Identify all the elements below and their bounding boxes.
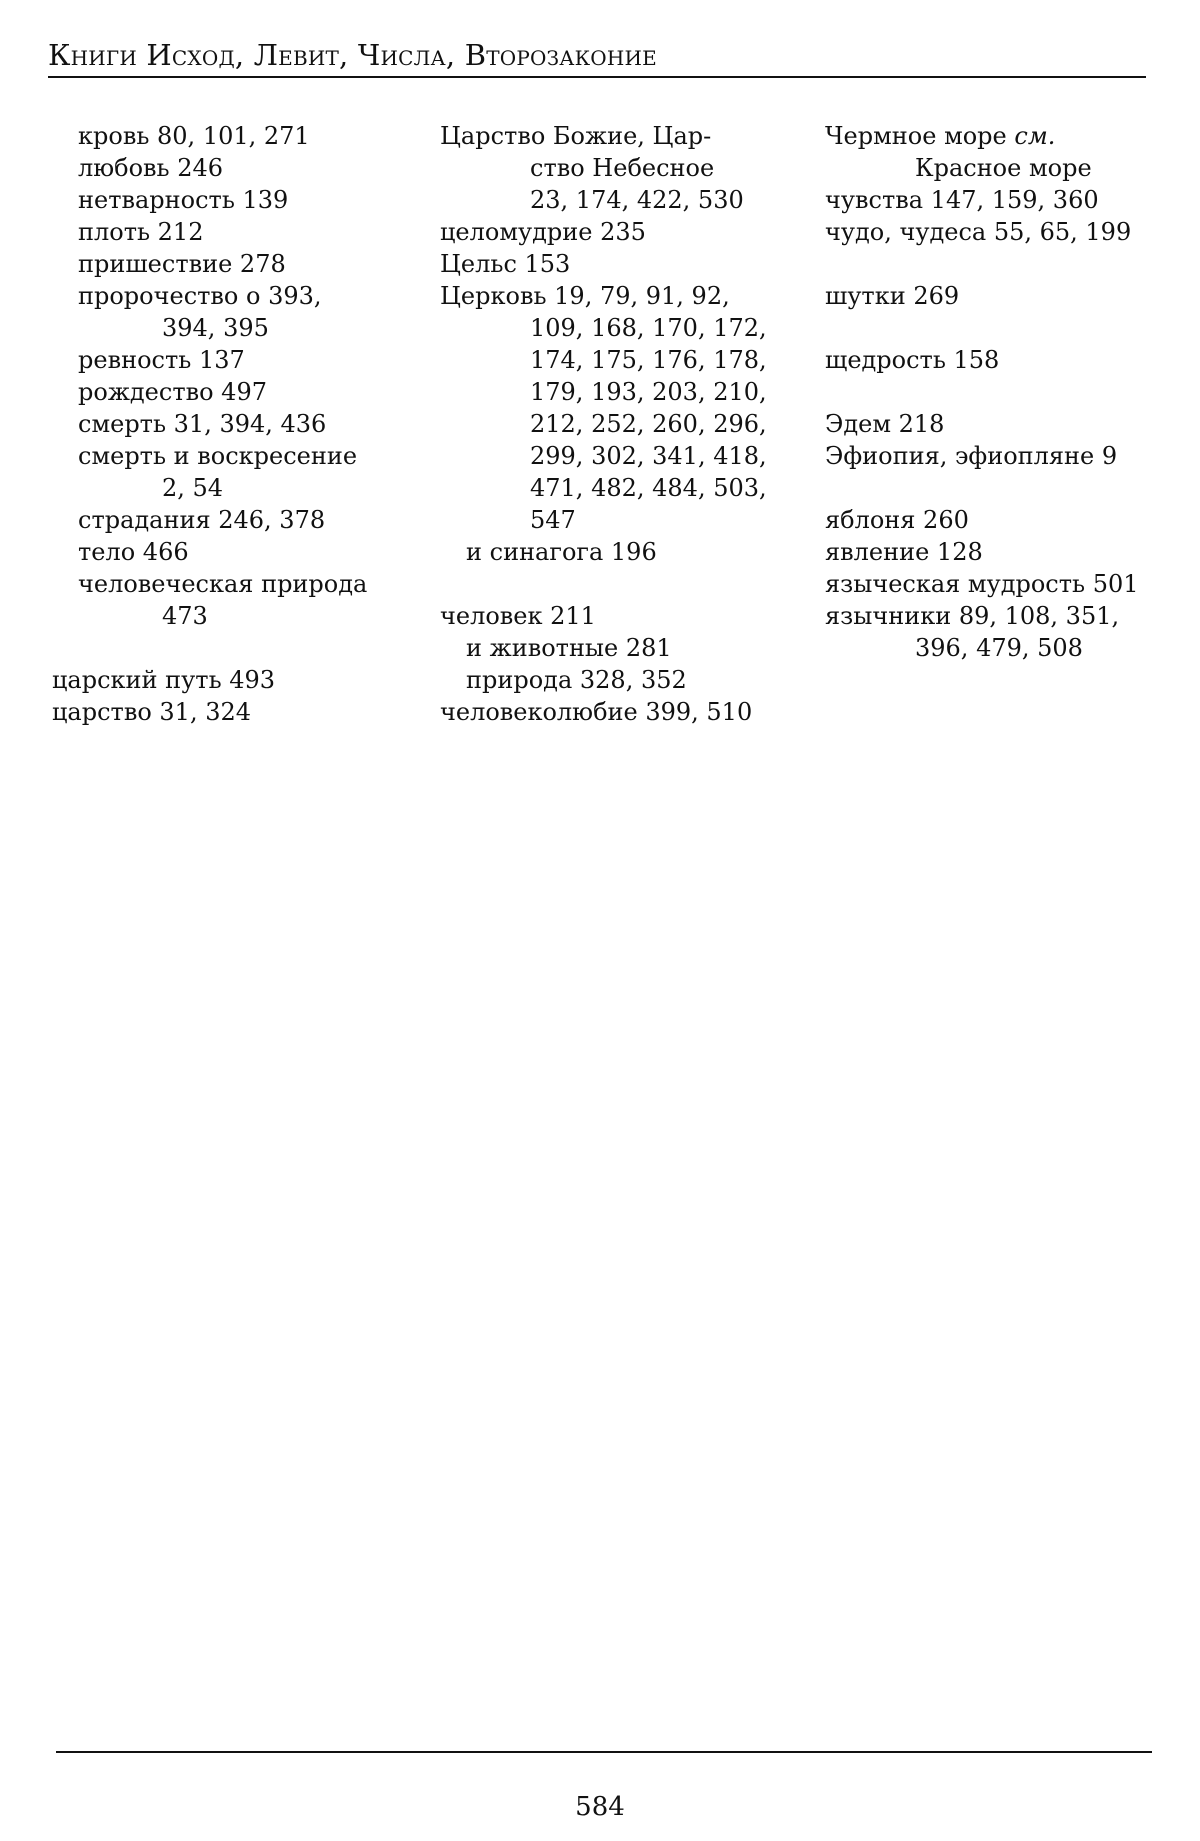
- index-entry-text: 174, 175, 176, 178,: [530, 346, 767, 374]
- index-entry-text: Эдем 218: [825, 410, 945, 438]
- index-entry: [52, 184, 412, 216]
- index-entry-text: 394, 395: [162, 314, 269, 342]
- index-entry-text: 471, 482, 484, 503,: [530, 474, 767, 502]
- index-entry-text: нетварность 139: [78, 186, 289, 214]
- footer-rule: [56, 1751, 1152, 1753]
- index-spacer: [440, 568, 800, 600]
- index-entry-text: смерть и воскресение: [78, 442, 358, 470]
- index-entry-text: царство 31, 324: [52, 698, 252, 726]
- index-entry: [440, 280, 800, 312]
- index-entry: [440, 120, 800, 152]
- index-entry-text: пришествие 278: [78, 250, 286, 278]
- index-entry-text: 109, 168, 170, 172,: [530, 314, 767, 342]
- index-entry: [52, 280, 412, 312]
- index-entry-text: человек 211: [440, 602, 596, 630]
- index-entry: [52, 504, 412, 536]
- index-entry: [52, 120, 412, 152]
- index-entry-text: языческая мудрость 501: [825, 570, 1139, 598]
- index-entry: [825, 344, 1155, 376]
- index-entry-text: яблоня 260: [825, 506, 969, 534]
- index-entry: [440, 152, 800, 184]
- index-entry: [825, 152, 1155, 184]
- index-entry-text: плоть 212: [78, 218, 204, 246]
- index-column-1: [52, 120, 412, 728]
- index-entry-text: 396, 479, 508: [915, 634, 1083, 662]
- index-entry: [440, 312, 800, 344]
- index-entry-text: 23, 174, 422, 530: [530, 186, 744, 214]
- index-entry: [440, 376, 800, 408]
- index-entry: [825, 568, 1155, 600]
- index-entry: [440, 536, 800, 568]
- index-entry: [440, 184, 800, 216]
- index-entry-text: Эфиопия, эфиопляне 9: [825, 442, 1118, 470]
- index-column-3: [825, 120, 1155, 664]
- index-entry-text: 547: [530, 506, 576, 534]
- index-entry-text: природа 328, 352: [466, 666, 687, 694]
- running-head: Книги Исход, Левит, Числа, Второзаконие: [48, 38, 657, 72]
- index-entry: [825, 504, 1155, 536]
- index-entry: [440, 632, 800, 664]
- index-entry: [52, 376, 412, 408]
- index-entry: [825, 216, 1155, 248]
- index-entry-text: страдания 246, 378: [78, 506, 326, 534]
- index-entry: [440, 472, 800, 504]
- index-entry: [825, 120, 1155, 152]
- index-entry: [825, 600, 1155, 632]
- index-entry-text: Цельс 153: [440, 250, 571, 278]
- index-entry: [52, 216, 412, 248]
- index-entry-text: 179, 193, 203, 210,: [530, 378, 767, 406]
- index-entry: [440, 696, 800, 728]
- index-entry: [52, 248, 412, 280]
- index-entry: [440, 248, 800, 280]
- index-entry: [825, 280, 1155, 312]
- index-entry-text: Красное море: [915, 154, 1092, 182]
- index-entry-text: чудо, чудеса 55, 65, 199: [825, 218, 1132, 246]
- index-entry-text: шутки 269: [825, 282, 960, 310]
- index-cross-reference: см.: [1014, 122, 1056, 150]
- index-entry-text: рождество 497: [78, 378, 267, 406]
- index-spacer: [825, 376, 1155, 408]
- header-rule: [48, 76, 1146, 78]
- index-entry-text: и животные 281: [466, 634, 672, 662]
- index-entry: [440, 408, 800, 440]
- index-entry: [52, 152, 412, 184]
- index-entry-text: 473: [162, 602, 208, 630]
- index-entry-text: 2, 54: [162, 474, 224, 502]
- index-entry-text: человеколюбие 399, 510: [440, 698, 753, 726]
- index-entry-text: 212, 252, 260, 296,: [530, 410, 767, 438]
- index-entry-text: целомудрие 235: [440, 218, 646, 246]
- index-entry-text: пророчество о 393,: [78, 282, 322, 310]
- index-entry-text: язычники 89, 108, 351,: [825, 602, 1120, 630]
- index-entry: [52, 408, 412, 440]
- index-entry-text: и синагога 196: [466, 538, 657, 566]
- index-entry: [825, 632, 1155, 664]
- index-entry: [52, 440, 412, 472]
- index-entry: [440, 504, 800, 536]
- index-spacer: [825, 248, 1155, 280]
- index-entry-text: ство Небесное: [530, 154, 715, 182]
- index-entry-text: Царство Божие, Цар-: [440, 122, 712, 150]
- index-entry: [52, 312, 412, 344]
- index-entry-text: любовь 246: [78, 154, 224, 182]
- index-entry: [52, 600, 412, 632]
- index-entry-text: Церковь 19, 79, 91, 92,: [440, 282, 730, 310]
- index-entry: [52, 344, 412, 376]
- index-entry: [825, 184, 1155, 216]
- index-entry-text: явление 128: [825, 538, 983, 566]
- index-entry: [440, 664, 800, 696]
- index-entry-text: ревность 137: [78, 346, 245, 374]
- index-entry: [440, 440, 800, 472]
- index-entry: [825, 536, 1155, 568]
- index-entry: [440, 216, 800, 248]
- index-entry: [52, 664, 412, 696]
- index-entry-text: кровь 80, 101, 271: [78, 122, 310, 150]
- index-entry-text: царский путь 493: [52, 666, 276, 694]
- index-entry: [440, 344, 800, 376]
- index-entry: [52, 536, 412, 568]
- index-entry: [825, 440, 1155, 472]
- page-number: 584: [575, 1792, 625, 1822]
- index-entry-text: человеческая природа: [78, 570, 368, 598]
- index-entry-text: смерть 31, 394, 436: [78, 410, 327, 438]
- index-entry-text: щедрость 158: [825, 346, 1000, 374]
- index-entry-text: чувства 147, 159, 360: [825, 186, 1099, 214]
- index-spacer: [52, 632, 412, 664]
- index-entry: [440, 600, 800, 632]
- index-entry-text: Чермное море: [825, 122, 1015, 150]
- index-entry: [825, 408, 1155, 440]
- index-column-2: [440, 120, 800, 728]
- index-entry: [52, 472, 412, 504]
- index-spacer: [825, 472, 1155, 504]
- index-entry-text: 299, 302, 341, 418,: [530, 442, 767, 470]
- index-spacer: [825, 312, 1155, 344]
- index-entry: [52, 696, 412, 728]
- index-entry-text: тело 466: [78, 538, 189, 566]
- index-entry: [52, 568, 412, 600]
